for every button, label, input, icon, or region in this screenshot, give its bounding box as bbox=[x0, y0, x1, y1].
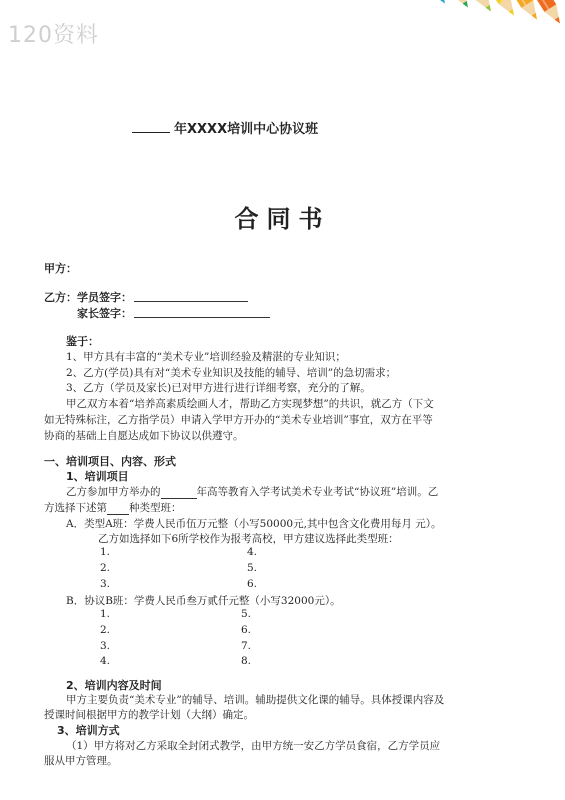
class-choice-text-a: 方选择下述第 bbox=[44, 502, 107, 514]
content-time-line-1: 甲方主要负责“美术专业”的辅导、培训。辅助提供文化课的辅导。具体授课内容及 bbox=[66, 694, 445, 706]
preamble-item-2: 2、乙方(学员)具有对“美术专业知识及技能的辅导、培训”的急切需求； bbox=[66, 367, 397, 379]
school-list-b-item: 5. bbox=[241, 608, 252, 620]
school-list-a-item: 4. bbox=[247, 546, 258, 558]
school-list-a-item: 3. bbox=[100, 578, 111, 590]
school-list-b-item: 6. bbox=[241, 624, 252, 636]
training-item-line-1 bbox=[66, 484, 438, 499]
school-list-b-item: 7. bbox=[241, 640, 252, 652]
parent-sign-label: 家长签字： bbox=[77, 307, 132, 320]
section-1-1-heading: 1、培训项目 bbox=[66, 470, 129, 483]
year-blank-2[interactable] bbox=[161, 487, 197, 499]
party-b-label: 乙方： bbox=[44, 291, 77, 304]
school-list-a-item: 5. bbox=[247, 562, 258, 574]
subtitle-text: 年XXXX培训中心协议班 bbox=[174, 122, 319, 137]
contract-subtitle bbox=[132, 118, 318, 137]
party-a-label: 甲方： bbox=[44, 262, 77, 275]
preamble-item-1: 1、甲方具有丰富的“美术专业”培训经验及精湛的专业知识； bbox=[66, 351, 346, 363]
school-list-b-item: 2. bbox=[100, 624, 111, 636]
pencil-icon bbox=[358, 0, 428, 3]
pencil-icon bbox=[404, 0, 474, 11]
contract-title: 合同书 bbox=[234, 205, 331, 233]
class-choice-text-b: 种类型班： bbox=[129, 502, 182, 514]
school-list-a-item: 1. bbox=[100, 546, 111, 558]
section-1-3-heading: 3、培训方式 bbox=[57, 724, 120, 737]
training-item-text-a: 乙方参加甲方举办的 bbox=[66, 486, 161, 498]
class-a-note: 乙方如选择如下6所学校作为报考高校，甲方建议选择此类型班： bbox=[98, 533, 399, 545]
school-list-b-item: 4. bbox=[100, 655, 111, 667]
school-list-b-item: 1. bbox=[100, 608, 111, 620]
content-time-line-2: 授课时间根据甲方的教学计划（大纲）确定。 bbox=[44, 709, 254, 721]
class-b-description: B．协议B班：学费人民币叁万贰仟元整（小写32000元）。 bbox=[66, 595, 341, 607]
preamble-para-line-2: 如无特殊标注，乙方指学员）申请入学甲方开办的“美术专业培训”事宜，双方在平等 bbox=[44, 414, 433, 426]
school-list-b-item: 8. bbox=[241, 655, 252, 667]
preamble-para-line-3: 协商的基础上自愿达成如下协议以供遵守。 bbox=[44, 430, 244, 442]
training-item-line-2 bbox=[44, 500, 182, 515]
section-1-heading: 一、培训项目、内容、形式 bbox=[44, 455, 176, 468]
section-1-2-heading: 2、培训内容及时间 bbox=[66, 679, 162, 692]
school-list-a-item: 2. bbox=[100, 562, 111, 574]
class-a-description: A．类型A班：学费人民币伍万元整（小写50000元,其中包含文化费用每月 元）。 bbox=[66, 518, 442, 530]
preamble-para-line-1: 甲乙双方本着“培养高素质绘画人才，帮助乙方实现梦想”的共识，就乙方（下文 bbox=[66, 398, 434, 410]
preamble-item-3: 3、乙方（学员及家长)已对甲方进行进行详细考察，充分的了解。 bbox=[66, 382, 371, 394]
preamble-heading: 鉴于： bbox=[66, 335, 99, 348]
student-sign-label: 学员签字： bbox=[77, 291, 132, 304]
watermark: 120资料 bbox=[8, 23, 99, 48]
school-list-b-item: 3. bbox=[100, 640, 111, 652]
year-blank bbox=[132, 120, 170, 133]
parent-sign-line[interactable] bbox=[134, 305, 270, 318]
method-line-1: （1）甲方将对乙方采取全封闭式教学，由甲方统一安乙方学员食宿，乙方学员应 bbox=[66, 740, 441, 752]
training-item-text-b: 年高等教育入学考试美术专业考试“协议班”培训。乙 bbox=[196, 486, 439, 498]
student-sign-line[interactable] bbox=[134, 289, 248, 302]
pencil-icon bbox=[381, 0, 451, 7]
method-line-2: 服从甲方管理。 bbox=[44, 755, 118, 767]
class-choice-blank[interactable] bbox=[107, 503, 129, 515]
school-list-a-item: 6. bbox=[247, 578, 258, 590]
colored-pencils-image bbox=[355, 0, 565, 80]
